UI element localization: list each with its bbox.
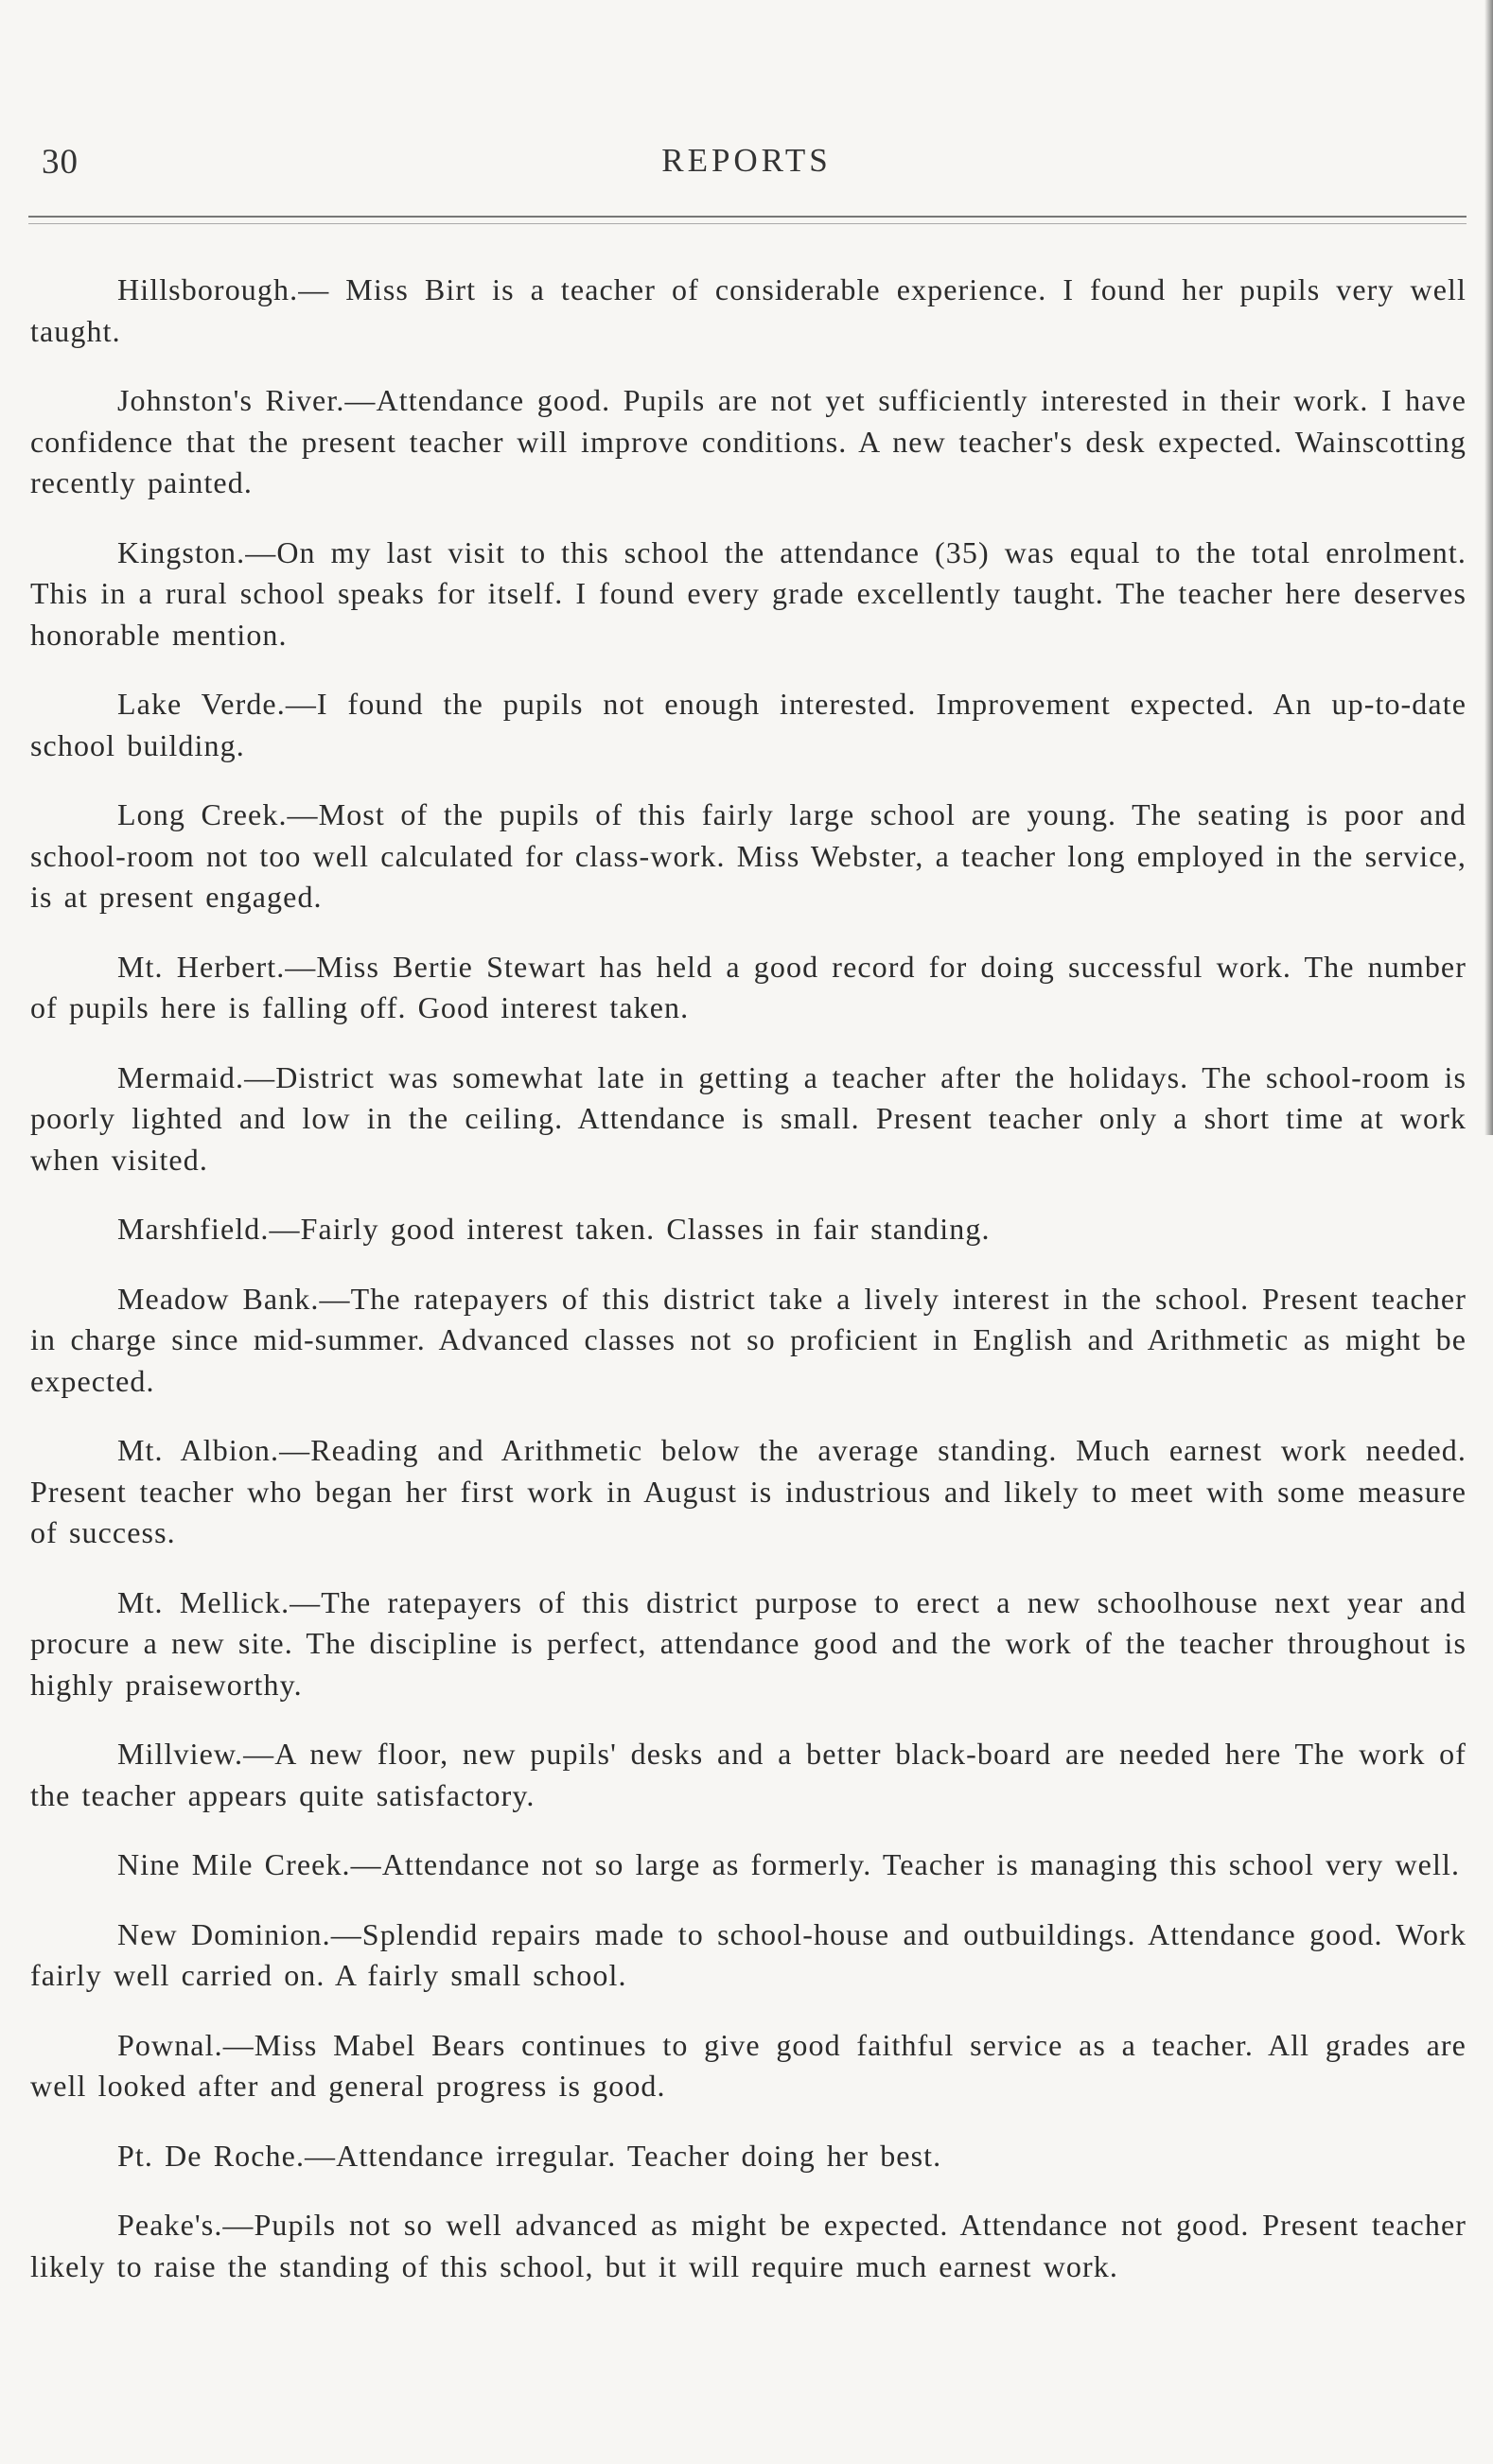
report-new-dominion: New Dominion.—Splendid repairs made to school-house and outbuildings. Attendance good. Work fairly well carried on. A fairly small school.	[30, 1916, 1467, 1992]
running-header: REPORTS	[661, 142, 832, 179]
report-marshfield: Marshfield.—Fairly good interest taken. Classes in fair standing.	[117, 1212, 991, 1246]
header-rule	[28, 216, 1467, 218]
header-rule-thin	[28, 223, 1467, 224]
report-long-creek: Long Creek.—Most of the pupils of this fairly large school are young. The seating is poor and school-room not too well calculated for class-work. Miss Webster, a teacher long employed in the service, is at present engaged.	[30, 797, 1467, 914]
report-mermaid: Mermaid.—District was somewhat late in getting a teacher after the holidays. The school-room is poorly lighted and low in the ceiling. Attendance is small. Present teacher only a short time at work when visited.	[30, 1059, 1467, 1177]
report-nine-mile-creek: Nine Mile Creek.—Attendance not so large as formerly. Teacher is managing this school very well.	[117, 1847, 1461, 1881]
report-lake-verde: Lake Verde.—I found the pupils not enough interested. Improvement expected. An up-to-date school building.	[30, 687, 1467, 762]
report-millview: Millview.—A new floor, new pupils' desks and a better black-board are needed here The work of the teacher appears quite satisfactory.	[30, 1737, 1467, 1812]
report-pt-de-roche: Pt. De Roche.—Attendance irregular. Teacher doing her best.	[117, 2138, 942, 2173]
report-hillsborough: Hillsborough.— Miss Birt is a teacher of considerable experience. I found her pupils very well taught.	[30, 272, 1467, 348]
body-text	[30, 270, 1467, 2315]
report-mt-mellick: Mt. Mellick.—The ratepayers of this district purpose to erect a new schoolhouse next year and procure a new site. The discipline is perfect, attendance good and the work of the teacher throughout is highly praiseworthy.	[30, 1584, 1467, 1702]
report-meadow-bank: Meadow Bank.—The ratepayers of this district take a lively interest in the school. Present teacher in charge since mid-summer. Advanced classes not so proficient in English and Arithmetic as might be expected.	[30, 1281, 1467, 1398]
report-peakes: Peake's.—Pupils not so well advanced as might be expected. Attendance not good. Present teacher likely to raise the standing of this school, but it will require much earnest work.	[30, 2208, 1467, 2283]
report-kingston: Kingston.—On my last visit to this school the attendance (35) was equal to the total enrolment. This in a rural school speaks for itself. I found every grade excellently taught. The teacher here deserves honorable mention.	[30, 534, 1467, 652]
report-mt-albion: Mt. Albion.—Reading and Arithmetic below the average standing. Much earnest work needed. Present teacher who began her first work in August is industrious and likely to meet with some measure of success.	[30, 1433, 1467, 1549]
report-pownal: Pownal.—Miss Mabel Bears continues to give good faithful service as a teacher. All grades are well looked after and general progress is good.	[30, 2027, 1467, 2103]
page-number: 30	[42, 143, 79, 182]
report-mt-herbert: Mt. Herbert.—Miss Bertie Stewart has held a good record for doing successful work. The number of pupils here is falling off. Good interest taken.	[30, 949, 1467, 1024]
report-johnstons-river: Johnston's River.—Attendance good. Pupils are not yet sufficiently interested in their work. I have confidence that the present teacher will improve conditions. A new teacher's desk expected. Wainscotting recently painted.	[30, 383, 1467, 499]
